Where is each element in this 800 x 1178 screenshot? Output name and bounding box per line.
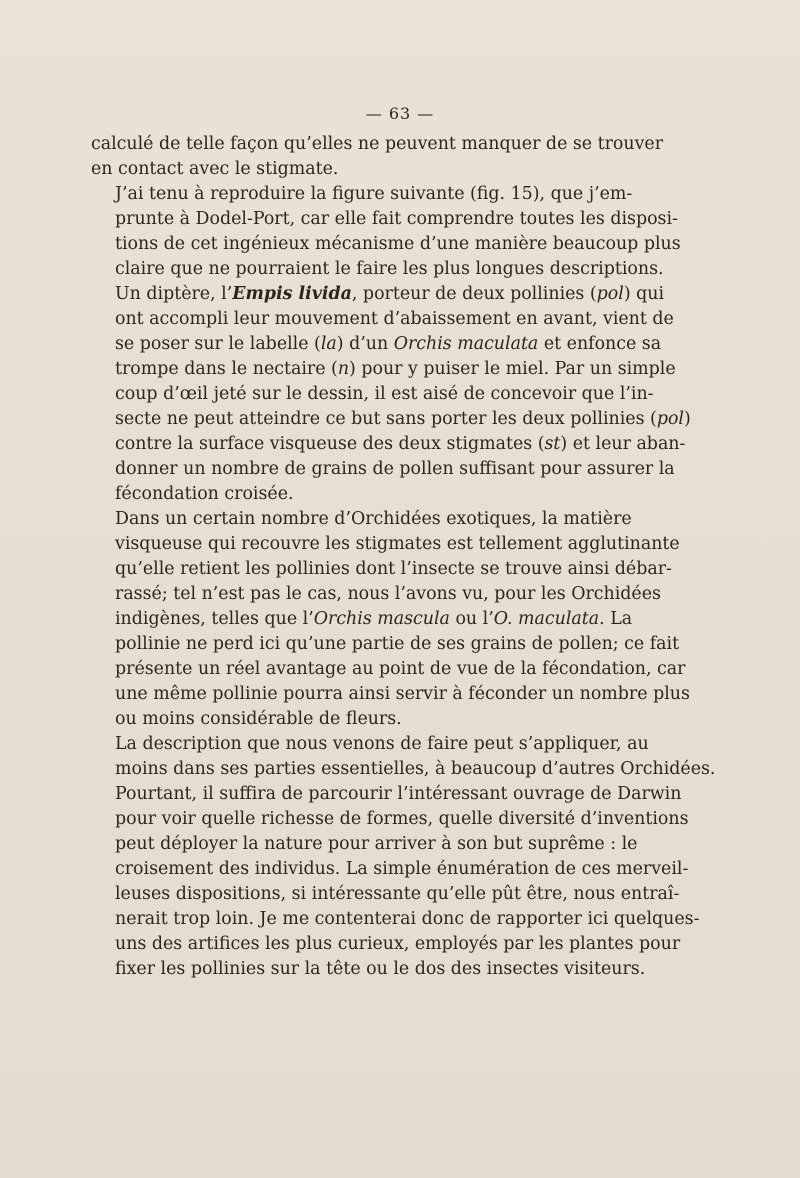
text-line: fécondation croisée.	[115, 484, 294, 504]
text-line: qu’elle retient les pollinies dont l’insecte se trouve ainsi débar-	[115, 559, 672, 579]
text-line: trompe dans le nectaire (n) pour y puiser le miel. Par un simple	[115, 359, 676, 379]
body-text	[91, 132, 716, 982]
text-line: pour voir quelle richesse de formes, quelle diversité d’inventions	[115, 809, 689, 829]
text-line: moins dans ses parties essentielles, à beaucoup d’autres Orchidées.	[115, 759, 716, 779]
text-line: La description que nous venons de faire peut s’appliquer, au	[115, 734, 649, 754]
text-line: pollinie ne perd ici qu’une partie de ses grains de pollen; ce fait	[115, 634, 680, 654]
text-line: rassé; tel n’est pas le cas, nous l’avons vu, pour les Orchidées	[115, 584, 661, 604]
text-line: en contact avec le stigmate.	[91, 159, 339, 179]
text-line: nerait trop loin. Je me contenterai donc de rapporter ici quelques-	[115, 909, 700, 929]
page-number: — 63 —	[365, 104, 435, 123]
text-line: ont accompli leur mouvement d’abaissement en avant, vient de	[115, 309, 674, 329]
text-line: ou moins considérable de fleurs.	[115, 709, 402, 729]
text-line: prunte à Dodel-Port, car elle fait comprendre toutes les disposi-	[115, 209, 678, 229]
text-line: claire que ne pourraient le faire les plus longues descriptions.	[115, 259, 664, 279]
text-line: peut déployer la nature pour arriver à son but suprême : le	[115, 834, 638, 854]
text-line: J’ai tenu à reproduire la figure suivante (fig. 15), que j’em-	[115, 184, 633, 204]
paragraph	[91, 507, 690, 732]
text-line: Pourtant, il suffira de parcourir l’intéressant ouvrage de Darwin	[115, 784, 682, 804]
text-line: Un diptère, l’Empis livida, porteur de deux pollinies (pol) qui	[115, 284, 665, 304]
text-line: coup d’œil jeté sur le dessin, il est aisé de concevoir que l’in-	[115, 384, 654, 404]
text-line: contre la surface visqueuse des deux stigmates (st) et leur aban-	[115, 434, 686, 454]
text-line: visqueuse qui recouvre les stigmates est tellement agglutinante	[115, 534, 680, 554]
text-line: fixer les pollinies sur la tête ou le dos des insectes visiteurs.	[115, 959, 646, 979]
text-line: Dans un certain nombre d’Orchidées exotiques, la matière	[115, 509, 632, 529]
text-line: tions de cet ingénieux mécanisme d’une manière beaucoup plus	[115, 234, 681, 254]
paragraph	[91, 132, 664, 182]
text-line: croisement des individus. La simple énumération de ces merveil-	[115, 859, 689, 879]
text-line: se poser sur le labelle (la) d’un Orchis maculata et enfonce sa	[115, 334, 662, 354]
text-line: leuses dispositions, si intéressante qu’elle pût être, nous entraî-	[115, 884, 680, 904]
paragraph	[91, 282, 691, 507]
text-line: calculé de telle façon qu’elles ne peuvent manquer de se trouver	[91, 134, 664, 154]
paragraph	[91, 732, 716, 982]
paragraph	[91, 182, 681, 282]
text-line: une même pollinie pourra ainsi servir à féconder un nombre plus	[115, 684, 690, 704]
text-line: uns des artifices les plus curieux, employés par les plantes pour	[115, 934, 681, 954]
text-line: indigènes, telles que l’Orchis mascula ou l’O. maculata. La	[115, 609, 633, 629]
text-line: secte ne peut atteindre ce but sans porter les deux pollinies (pol)	[115, 409, 691, 429]
text-line: présente un réel avantage au point de vue de la fécondation, car	[115, 659, 686, 679]
text-line: donner un nombre de grains de pollen suffisant pour assurer la	[115, 459, 675, 479]
